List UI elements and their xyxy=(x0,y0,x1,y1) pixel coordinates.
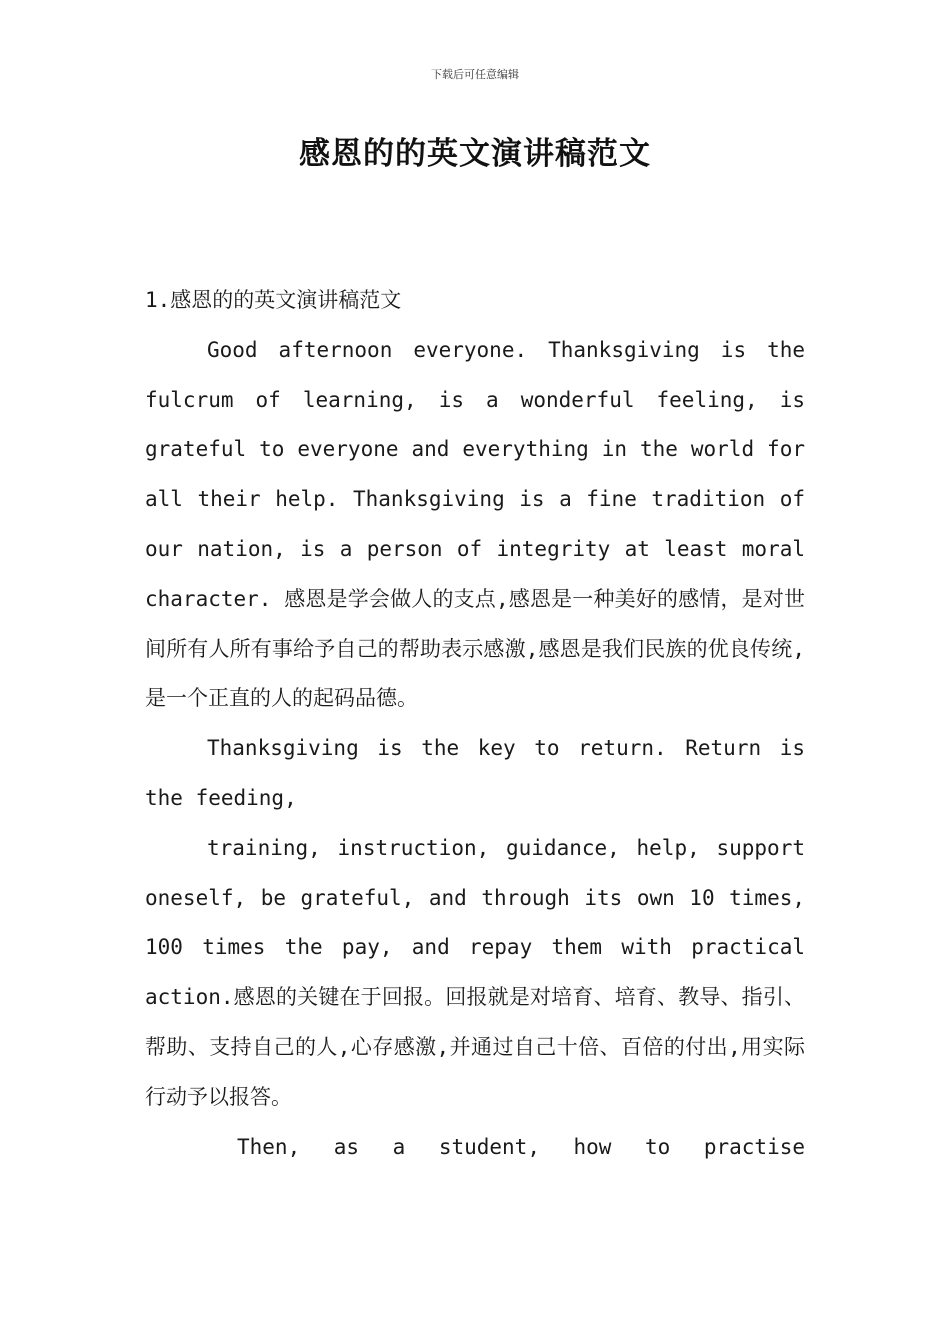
paragraph: Thanksgiving is the key to return. Return is the feeding, xyxy=(145,736,805,810)
document-body xyxy=(145,276,805,1172)
section-heading: 1.感恩的的英文演讲稿范文 xyxy=(145,288,402,312)
paragraph: Then, as a student, how to practise xyxy=(237,1134,805,1159)
paragraph: training, instruction, guidance, help, support oneself, be grateful, and through its own 10 times, 100 times the pay, and repay them with practical action.感恩的关键在于回报。回报就是对培育、培育、教导、指引、帮助、支持自己的人,心存感激,并通过自己十倍、百倍的付出,用实际行动予以报答。 xyxy=(145,835,805,1109)
document-title: 感恩的的英文演讲稿范文 xyxy=(299,136,651,172)
paragraph: Good afternoon everyone. Thanksgiving is the fulcrum of learning, is a wonderful feeling, is grateful to everyone and everything in the world for all their help. Thanksgiving is a fine tradition of our nation, is a person of integrity at least moral character. 感恩是学会做人的支点,感恩是一种美好的感情，是对世间所有人所有事给予自己的帮助表示感激,感恩是我们民族的优良传统,是一个正直的人的起码品德。 xyxy=(145,337,805,711)
header-note: 下载后可任意编辑 xyxy=(431,68,519,81)
